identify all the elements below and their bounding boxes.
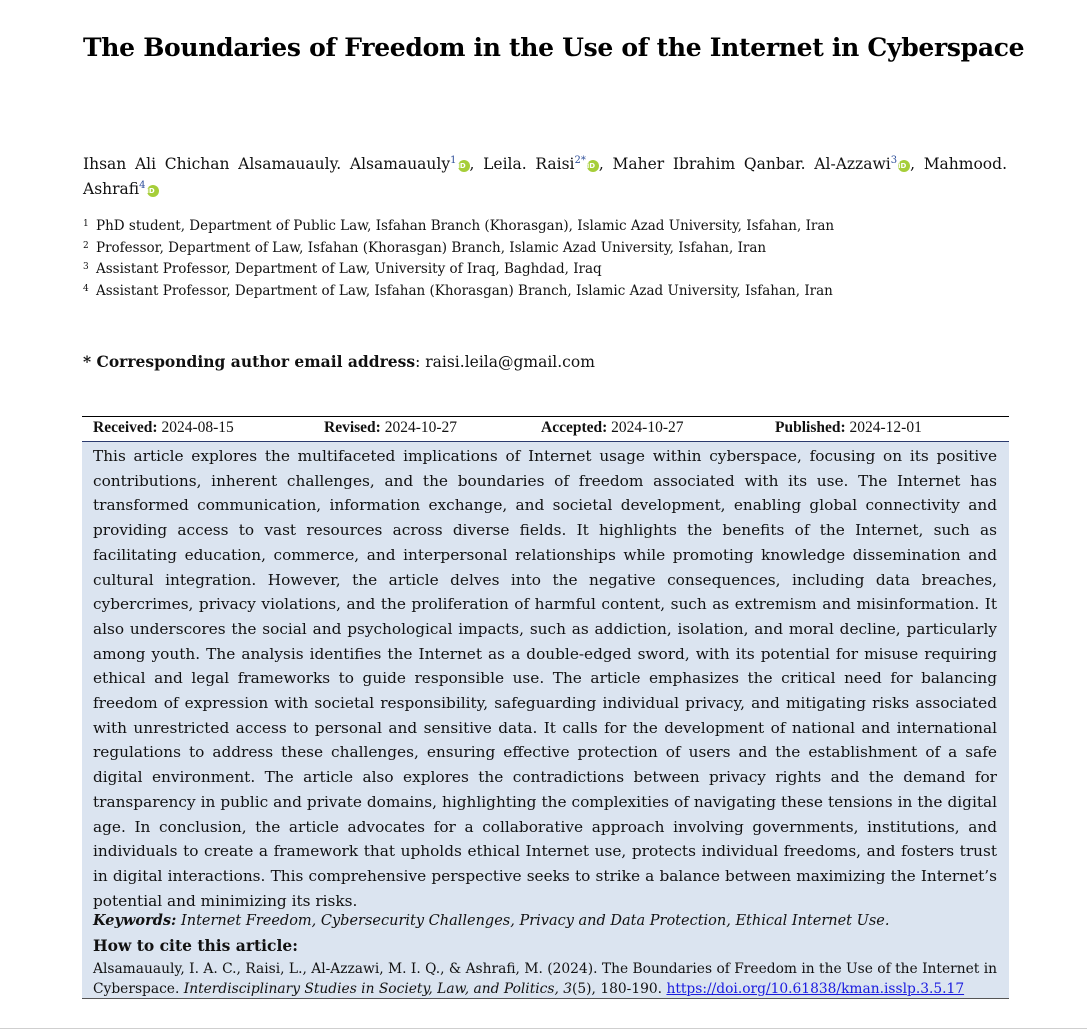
affiliation-number: 4: [83, 283, 89, 294]
affiliation-number: 3: [83, 262, 89, 272]
author-separator: ,: [469, 155, 484, 174]
affiliation-text: Assistant Professor, Department of Law, University of Iraq, Baghdad, Iraq: [96, 261, 602, 277]
author-separator: ,: [910, 155, 924, 174]
citation-text: Alsamauauly, I. A. C., Raisi, L., Al-Azzawi, M. I. Q., & Ashrafi, M. (2024). The Boundaries of Freedom in the Use of the Internet in Cyberspace. Interdisciplinary Studies in Society, Law, and Politics, 3(5), 180-190. https://doi.org/10.61838/kman.isslp.3.5.17: [93, 961, 997, 997]
affiliation-number: 1: [83, 219, 89, 229]
dates-bar: [82, 416, 1009, 443]
corresponding-email[interactable]: raisi.leila@gmail.com: [425, 353, 595, 371]
affiliation-item: [83, 280, 1007, 302]
orcid-icon[interactable]: iD: [898, 160, 910, 172]
how-to-cite-heading: How to cite this article:: [93, 936, 298, 955]
author-list: [83, 150, 1007, 200]
affiliation-number: 2: [83, 240, 89, 251]
orcid-icon[interactable]: iD: [587, 160, 599, 172]
affiliation-mark: 3: [890, 155, 898, 166]
page-bottom-divider: [0, 1028, 1087, 1029]
abstract-box: [82, 442, 1009, 999]
orcid-icon[interactable]: iD: [458, 160, 470, 172]
keywords-label: Keywords:: [93, 912, 177, 929]
abstract-text: This article explores the multifaceted implications of Internet usage within cyberspace, focusing on its positive contributions, inherent challenges, and the boundaries of freedom associated with its use. The Internet has transformed communication, information exchange, and societal development, enabling global connectivity and providing access to vast resources across diverse fields. It highlights the benefits of the Internet, such as facilitating education, commerce, and interpersonal relationships while promoting knowledge dissemination and cultural integration. However, the article delves into the negative consequences, including data breaches, cybercrimes, privacy violations, and the proliferation of harmful content, such as extremism and misinformation. It also underscores the social and psychological impacts, such as addiction, isolation, and moral decline, particularly among youth. The analysis identifies the Internet as a double-edged sword, with its potential for misuse requiring ethical and legal frameworks to guide responsible use. The article emphasizes the critical need for balancing freedom of expression with societal responsibility, safeguarding individual privacy, and mitigating risks associated with unrestricted access to personal and sensitive data. It calls for the development of national and international regulations to address these challenges, ensuring effective protection of users and the establishment of a safe digital environment. The article also explores the contradictions between privacy rights and the demand for transparency in public and private domains, highlighting the complexities of navigating these tensions in the digital age. In conclusion, the article advocates for a collaborative approach involving governments, institutions, and individuals to create a framework that upholds ethical Internet use, protects individual freedoms, and fosters trust in digital interactions. This comprehensive perspective seeks to strike a balance between maximizing the Internet’s potential and minimizing its risks.: [93, 447, 997, 910]
affiliation-list: [83, 215, 1007, 301]
author-name: Mahmood. Ashrafi: [83, 155, 1007, 199]
affiliation-item: [83, 215, 1007, 237]
affiliation-item: [83, 258, 1007, 280]
corresponding-author: * Corresponding author email address: raisi.leila@gmail.com: [83, 352, 595, 371]
revised-date: Revised: 2024-10-27: [324, 419, 458, 436]
author-name: Leila. Raisi: [483, 155, 575, 174]
affiliation-item: [83, 237, 1007, 259]
affiliation-mark: 4: [139, 180, 146, 192]
doi-link[interactable]: https://doi.org/10.61838/kman.isslp.3.5.17: [666, 980, 965, 997]
affiliation-mark: 2*: [574, 155, 586, 166]
keywords: [93, 912, 997, 929]
affiliation-mark: 1: [450, 155, 457, 166]
paper-title: The Boundaries of Freedom in the Use of the Internet in Cyberspace: [83, 33, 1025, 62]
author-separator: ,: [598, 155, 613, 174]
author-name: Maher Ibrahim Qanbar. Al-Azzawi: [612, 155, 891, 174]
affiliation-text: PhD student, Department of Public Law, Isfahan Branch (Khorasgan), Islamic Azad University, Isfahan, Iran: [96, 218, 835, 234]
corresponding-label: * Corresponding author email address: [83, 352, 416, 371]
keywords-text: Internet Freedom, Cybersecurity Challenges, Privacy and Data Protection, Ethical Internet Use.: [181, 913, 890, 929]
author-name: Ihsan Ali Chichan Alsamauauly. Alsamauauly: [83, 155, 451, 174]
affiliation-text: Professor, Department of Law, Isfahan (Khorasgan) Branch, Islamic Azad University, Isfahan, Iran: [96, 239, 767, 256]
published-date: Published: 2024-12-01: [775, 419, 922, 436]
accepted-date: Accepted: 2024-10-27: [541, 419, 684, 436]
orcid-icon[interactable]: iD: [147, 185, 159, 197]
affiliation-text: Assistant Professor, Department of Law, Isfahan (Khorasgan) Branch, Islamic Azad University, Isfahan, Iran: [96, 282, 833, 299]
received-date: Received: 2024-08-15: [93, 419, 234, 436]
